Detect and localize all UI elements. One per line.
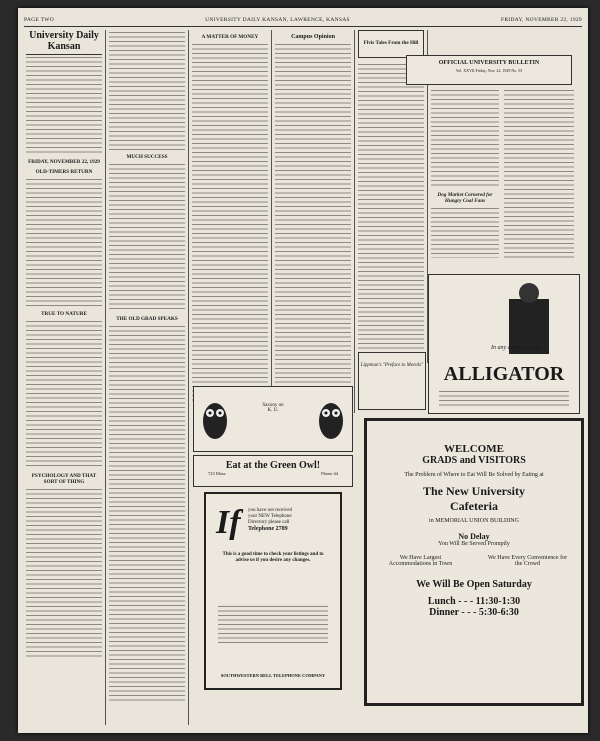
article-body <box>192 42 268 402</box>
alligator-tagline: In any event wear an <box>491 345 542 351</box>
article-body <box>109 162 185 312</box>
cafeteria-name-1: The New University <box>423 484 525 498</box>
column-rule <box>271 30 272 413</box>
green-owl-phone: Phone 44 <box>321 471 338 476</box>
dog-market-heading: Dog Market Cornered for Hungry Coal Fans <box>437 192 493 204</box>
owl-icon <box>316 393 346 443</box>
saxony-ad <box>193 386 353 452</box>
column-1 <box>26 30 102 727</box>
cafeteria-prompt: You Will Be Served Promptly <box>438 541 510 547</box>
phone-line: Telephone 2789 <box>248 526 288 532</box>
article-body <box>275 42 351 402</box>
telephone-directory-ad <box>204 492 342 690</box>
bulletin-title: OFFICIAL UNIVERSITY BULLETIN <box>438 60 540 66</box>
phone-line: Directory please call <box>248 520 290 525</box>
owl-icon <box>200 393 230 443</box>
phone-advice: This is a good time to check your listings and to advise us if you desire any changes. <box>222 552 324 563</box>
article-body <box>504 88 574 258</box>
paper-title: UNIVERSITY DAILY KANSAN, LAWRENCE, KANSAS <box>205 17 350 23</box>
green-owl-slogan: Eat at the Green Owl! <box>225 460 321 471</box>
phone-company: SOUTHWESTERN BELL TELEPHONE COMPANY <box>220 673 326 678</box>
dateline: FRIDAY, NOVEMBER 22, 1929 <box>28 159 100 165</box>
article-body <box>358 62 424 352</box>
cafeteria-right: We Have Every Convenience for the Crowd <box>487 555 568 567</box>
article-heading: MUCH SUCCESS <box>126 154 168 160</box>
cafeteria-lunch: Lunch - - - 11:30-1:30 <box>427 596 521 607</box>
article-body <box>109 324 185 704</box>
spacer <box>359 416 361 727</box>
saxony-line: Saxony on <box>262 403 284 408</box>
article-heading: THE OLD GRAD SPEAKS <box>116 316 178 322</box>
alligator-ad <box>428 274 580 414</box>
cafeteria-open: We Will Be Open Saturday <box>416 579 532 590</box>
article-body <box>26 177 102 307</box>
article-heading: OLD-TIMERS RETURN <box>35 169 93 175</box>
cafeteria-left: We Have Largest Accommodations in Town <box>388 555 453 567</box>
column-rule <box>105 30 106 725</box>
masthead: University Daily Kansan <box>26 30 102 55</box>
cafeteria-dinner: Dinner - - - 5:30-6:30 <box>429 607 519 618</box>
lippman-text: Lippman's "Preface to Morals" <box>360 363 424 368</box>
column-3 <box>192 30 268 413</box>
campus-opinion-column <box>275 30 351 413</box>
phone-line: your NEW Telephone <box>248 514 292 519</box>
cafeteria-problem: The Problem of Where to Eat Will Be Solved by Eating at <box>404 472 544 478</box>
saxony-line: K. U. <box>267 408 279 413</box>
alligator-brand: ALLIGATOR <box>443 363 565 385</box>
cafeteria-grads: GRADS and VISITORS <box>422 455 526 466</box>
lippman-ad <box>358 352 426 410</box>
column-rule <box>354 30 355 413</box>
article-body <box>26 319 102 469</box>
cafeteria-location: in MEMORIAL UNION BUILDING <box>429 518 519 524</box>
phone-body <box>218 604 328 644</box>
article-heading: TRUE TO NATURE <box>41 311 87 317</box>
article-body <box>431 206 499 258</box>
cafeteria-name-2: Cafeteria <box>450 499 498 513</box>
phone-if: If <box>216 504 241 541</box>
article-body <box>109 30 185 150</box>
phone-heading <box>248 508 292 532</box>
campus-opinion-heading: Campus Opinion <box>291 34 335 40</box>
newspaper-page <box>18 8 588 733</box>
article-body <box>26 487 102 657</box>
alligator-body <box>439 389 569 407</box>
green-owl-ad <box>193 455 353 487</box>
green-owl-address: 723 Mass. <box>208 471 227 476</box>
page-label: PAGE TWO <box>24 17 55 23</box>
cafeteria-features <box>367 555 581 567</box>
cafeteria-welcome: WELCOME <box>444 443 504 455</box>
flvis-tales-box <box>358 30 424 58</box>
column-rule <box>188 30 189 725</box>
phone-line: you have not received <box>248 508 293 513</box>
article-body <box>431 88 499 188</box>
bulletin-column-right <box>504 88 574 258</box>
bulletin-banner <box>406 55 572 85</box>
article-heading: PSYCHOLOGY AND THAT SORT OF THING <box>31 473 97 485</box>
column-2 <box>109 30 185 727</box>
cafeteria-no-delay: No Delay <box>458 532 490 541</box>
bulletin-sub: Vol. XXVII Friday, Nov. 22, 1929 No. 55 <box>455 68 523 73</box>
bulletin-column-left <box>431 88 499 258</box>
article-heading: A MATTER OF MONEY <box>201 34 259 40</box>
cafeteria-ad <box>364 418 584 706</box>
green-owl-info <box>194 471 352 476</box>
page-date: FRIDAY, NOVEMBER 22, 1929 <box>500 17 582 23</box>
saxony-text <box>234 403 312 413</box>
flvis-tales-heading: Flvis Tales From the Hill <box>363 40 419 46</box>
staff-box <box>26 55 102 155</box>
page-header <box>24 14 582 27</box>
